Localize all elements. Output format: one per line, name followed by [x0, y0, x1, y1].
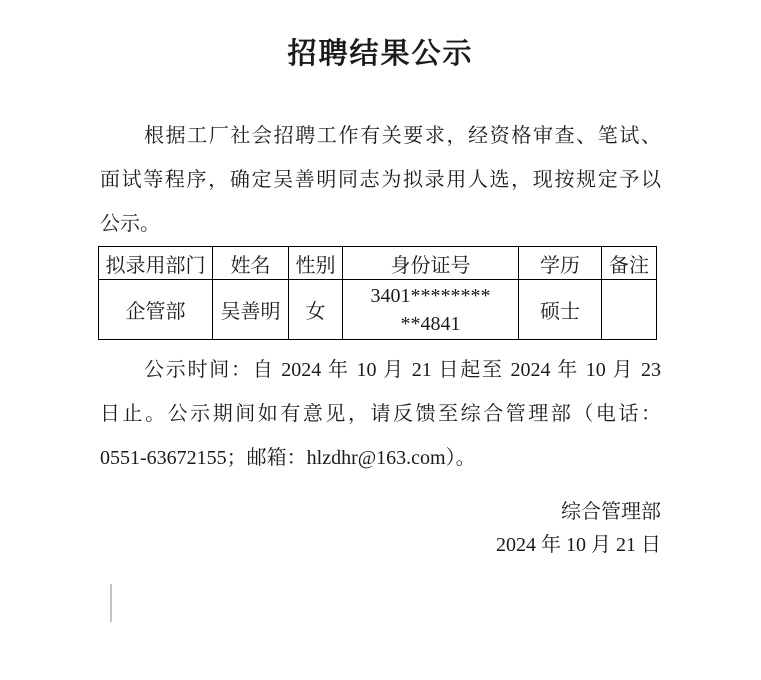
table-row [99, 280, 657, 340]
cell-remark [602, 280, 657, 340]
intro-paragraph-line: 面试等程序，确定吴善明同志为拟录用人选，现按规定予以 [100, 169, 661, 191]
cell-department: 企管部 [99, 280, 213, 340]
recruitment-result-table [98, 246, 657, 340]
column-header-gender: 性别 [289, 247, 343, 280]
signature-date: 2024 年 10 月 21 日 [496, 534, 661, 556]
intro-paragraph [100, 114, 661, 246]
column-header-id-number: 身份证号 [343, 247, 519, 280]
notice-paragraph-line: 日止。公示期间如有意见，请反馈至综合管理部（电话： [100, 403, 661, 425]
intro-paragraph-line: 公示。 [100, 213, 160, 235]
page-title: 招聘结果公示 [287, 38, 474, 70]
cell-education: 硕士 [519, 280, 602, 340]
cell-id-number [343, 280, 519, 340]
id-number-line-2: **4841 [400, 312, 461, 335]
text-caret [110, 584, 112, 622]
intro-paragraph-line: 根据工厂社会招聘工作有关要求，经资格审查、笔试、 [144, 125, 661, 147]
table-header-row [99, 247, 657, 280]
column-header-remark: 备注 [602, 247, 657, 280]
notice-paragraph-line: 公示时间：自 2024 年 10 月 21 日起至 2024 年 10 月 23 [144, 359, 661, 381]
column-header-name: 姓名 [213, 247, 289, 280]
document-body [100, 36, 661, 562]
id-number-line-1: 3401******** [370, 284, 491, 307]
column-header-education: 学历 [519, 247, 602, 280]
signature-block [100, 496, 661, 562]
cell-name: 吴善明 [213, 280, 289, 340]
cell-gender: 女 [289, 280, 343, 340]
column-header-department: 拟录用部门 [99, 247, 213, 280]
signature-department: 综合管理部 [561, 501, 661, 523]
notice-paragraph [100, 348, 661, 480]
notice-paragraph-line: 0551-63672155；邮箱：hlzdhr@163.com）。 [100, 447, 476, 469]
